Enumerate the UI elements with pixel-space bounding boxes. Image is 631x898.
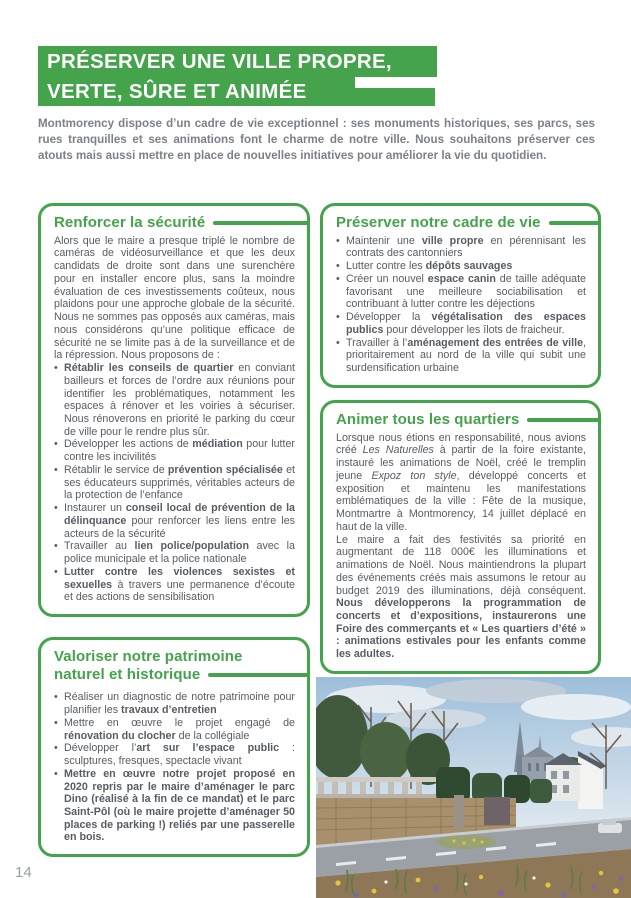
bullet-item <box>54 540 295 565</box>
bullet-item <box>336 260 586 273</box>
text-runs: Mettre en œuvre le projet engagé de rénovation du clocher de la collégiale <box>64 716 295 742</box>
bullet-icon: • <box>54 691 58 704</box>
bullet-item <box>54 768 295 844</box>
balustrade <box>316 777 436 798</box>
bullet-item <box>54 717 295 742</box>
text-runs: Développer la végétalisation des espaces publics pour développer les îlots de fraicheur. <box>346 311 586 336</box>
bullet-icon: • <box>54 438 58 451</box>
bullet-item <box>336 235 586 260</box>
bullet-item <box>336 337 586 375</box>
street-scene-illustration <box>316 677 631 898</box>
title-rule <box>527 418 598 422</box>
box-title <box>336 214 586 232</box>
box-renforcer-securite <box>38 203 310 617</box>
bullet-icon: • <box>54 502 58 515</box>
bullet-item <box>336 273 586 311</box>
text-runs: Travailler au lien police/population avec la police municipale et la police nationale <box>64 540 295 566</box>
bullet-item <box>54 362 295 438</box>
text-runs: Le maire a fait des festivités sa priorité en augmentant de 118 000€ les illuminations et animations de Noël. Nous maintiendrons la plupart des événements créés mais assumons le retour au budget 2019 des illuminations, déjà conséquent. Nous développerons la programmation de concerts et d’expositions, instaurerons une Foire des commerçants et « Les quartiers d’été » : animations estivales pour les enfants comme les adultes. <box>336 533 586 661</box>
title-rule <box>208 673 307 677</box>
text-runs: Travailler à l’aménagement des entrées de ville, prioritairement au nord de la ville qui subit une surdensification urbaine <box>346 336 586 375</box>
box-title <box>54 648 295 683</box>
text-runs: Créer un nouvel espace canin de taille adéquate favorisant une meilleure sociabilisation et contribuant à lutter contre les déjections <box>346 272 586 311</box>
bullet-item <box>54 502 295 540</box>
bullet-icon: • <box>336 311 340 324</box>
box-preserver-cadre-de-vie <box>320 203 601 388</box>
text-runs: Développer l’art sur l’espace public : sculptures, fresques, spectacle vivant <box>64 742 295 768</box>
bullet-item <box>54 691 295 716</box>
text-runs: Rétablir les conseils de quartier en conviant bailleurs et forces de l’ordre aux réunions pour identifier les problématiques, notamment les espaces à rénover et les voiries à sécuriser. Nous rénoverons en priorité le parking du cœur de ville pour le rendre plus sûr. <box>64 362 296 438</box>
text-runs: Instaurer un conseil local de prévention de la délinquance pour renforcer les liens entre les acteurs de la sécurité <box>64 502 295 540</box>
bullet-icon: • <box>54 767 58 780</box>
text-runs: Lorsque nous étions en responsabilité, nous avions créé Les Naturelles à partir de la foire existante, instauré les animations de Noël, créé le tremplin jeune Expoz ton style, développé concerts et exposition et maintenu les manifestations emblématiques de la ville : Fête de la musique, Montmartre à Montmorency, 14 juillet déplacé en haut de la ville. <box>336 431 586 533</box>
bullet-icon: • <box>336 272 340 285</box>
paragraph <box>336 432 586 534</box>
title-banner-step-block <box>355 88 435 106</box>
text-runs: Maintenir une ville propre en pérennisant les contrats des cantonniers <box>346 234 586 260</box>
page-title-banner <box>38 46 437 106</box>
bullet-item <box>54 464 295 502</box>
text-runs: Lutter contre les violences sexistes et sexuelles à travers une permanence d’écoute et des actions de sensibilisation <box>64 565 295 604</box>
box-title-text: Renforcer la sécurité <box>54 214 206 231</box>
bullet-icon: • <box>54 540 58 553</box>
page-number: 14 <box>15 864 32 881</box>
text-runs: Rétablir le service de prévention spécialisée et ses éducateurs supprimés, véritables acteurs de la protection de l’enfance <box>64 463 295 502</box>
box-title <box>336 411 586 429</box>
box-content <box>54 235 295 604</box>
box-animer-quartiers <box>320 400 601 674</box>
text-runs: Mettre en œuvre notre projet proposé en 2020 repris par le maire d’aménager le parc Dino (réalisé à la fin de ce mandat) et le parc Saint-Pôl (où le maire projette d’aménager 50 places de parking !) reliés par une passerelle en bois. <box>64 767 295 844</box>
box-title-text: Valoriser notre patrimoine <box>54 648 243 665</box>
bullet-item <box>54 742 295 767</box>
bullet-icon: • <box>54 716 58 729</box>
bullet-item <box>54 438 295 463</box>
box-title-text: Animer tous les quartiers <box>336 411 520 428</box>
bullet-icon: • <box>336 260 340 273</box>
bullet-icon: • <box>54 362 58 375</box>
box-valoriser-patrimoine <box>38 637 310 857</box>
page-title-line1: PRÉSERVER UNE VILLE PROPRE, <box>38 46 437 77</box>
text-runs: Lutter contre les dépôts sauvages <box>346 260 513 273</box>
bullet-icon: • <box>54 463 58 476</box>
box-title-text: Préserver notre cadre de vie <box>336 214 541 231</box>
text-runs: Réaliser un diagnostic de notre patrimoine pour planifier les travaux d’entretien <box>64 691 295 717</box>
photo-street-scene <box>316 677 631 898</box>
bullet-icon: • <box>336 234 340 247</box>
box-title <box>54 214 295 232</box>
bullet-item <box>336 311 586 336</box>
paragraph <box>336 534 586 661</box>
title-rule <box>549 221 598 225</box>
intro-paragraph: Montmorency dispose d’un cadre de vie exceptionnel : ses monuments historiques, ses parcs, ses rues tranquilles et ses animations font le charme de notre ville. Nous souhaitons préserver ces atouts mais aussi mettre en place de nouvelles initiatives pour améliorer la vie du quotidien. <box>38 117 595 163</box>
title-rule <box>213 221 307 225</box>
bullet-icon: • <box>54 742 58 755</box>
paragraph <box>54 235 295 362</box>
box-content <box>336 235 586 375</box>
text-runs: Développer les actions de médiation pour lutter contre les incivilités <box>64 438 295 464</box>
bullet-item <box>54 566 295 604</box>
page-title-line2: VERTE, SÛRE ET ANIMÉE <box>38 77 355 106</box>
traffic-island <box>436 835 496 849</box>
box-title-text: naturel et historique <box>54 665 201 683</box>
bullet-icon: • <box>336 336 340 349</box>
box-content <box>336 432 586 661</box>
text-runs: Alors que le maire a presque triplé le nombre de caméras de vidéosurveillance et que les deux candidats de droite sont dans une surenchère pour en installer encore plus, sans la moindre évaluation de ces investissements coûteux, nous plaidons pour une approche globale de la sécurité. Nous ne sommes pas opposés aux caméras, mais nous considérons qu’une politique efficace de sécurité ne se limite pas à de la surveillance et de la répression. Nous proposons de : <box>54 234 295 362</box>
box-content <box>54 691 295 844</box>
bullet-icon: • <box>54 565 58 578</box>
